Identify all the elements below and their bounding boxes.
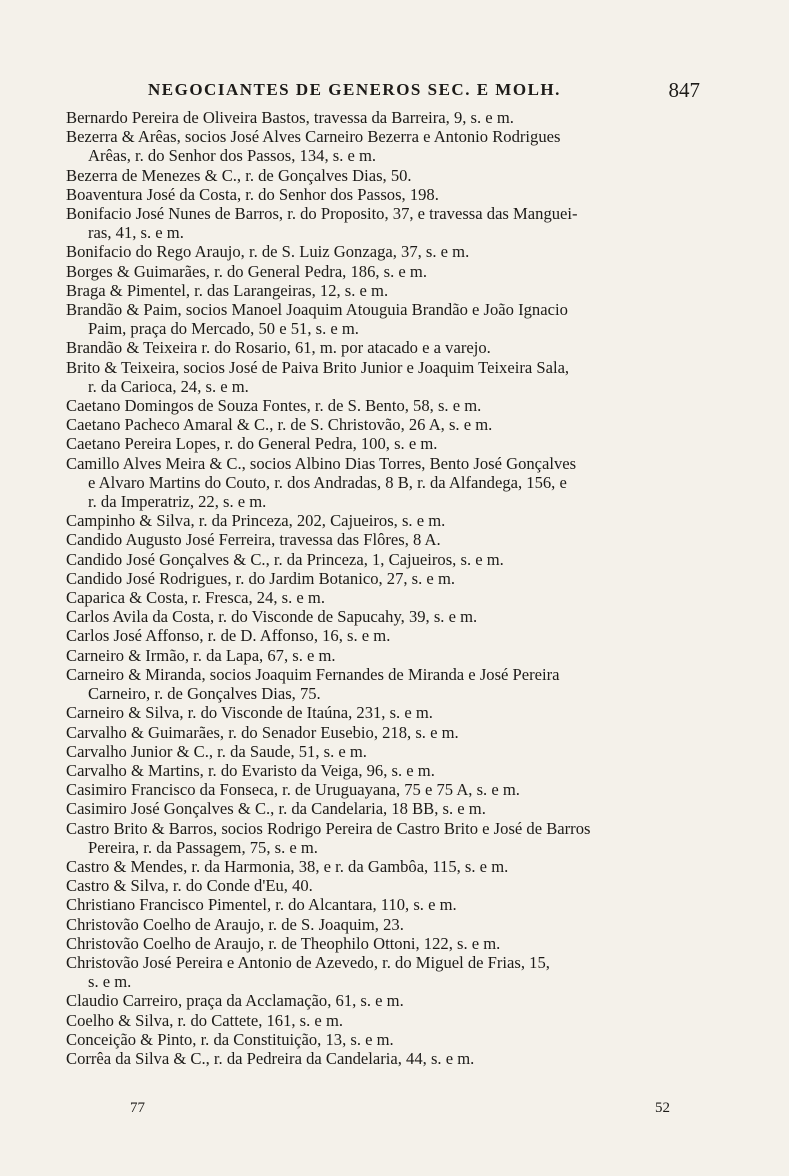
directory-entry bbox=[66, 127, 716, 165]
entry-line: Candido José Rodrigues, r. do Jardim Botanico, 27, s. e m. bbox=[66, 568, 455, 588]
entry-continuation-line: r. da Imperatriz, 22, s. e m. bbox=[88, 492, 267, 512]
entry-line: Campinho & Silva, r. da Princeza, 202, Cajueiros, s. e m. bbox=[66, 511, 446, 531]
entry-list bbox=[66, 108, 716, 1068]
entry-line: Christiano Francisco Pimentel, r. do Alcantara, 110, s. e m. bbox=[66, 895, 457, 915]
directory-entry bbox=[66, 761, 716, 780]
directory-entry bbox=[66, 550, 716, 569]
entry-line: Christovão Coelho de Araujo, r. de S. Joaquim, 23. bbox=[66, 914, 404, 934]
directory-entry bbox=[66, 723, 716, 742]
signature-mark: 77 bbox=[130, 1100, 145, 1116]
directory-entry bbox=[66, 953, 716, 991]
entry-line: Carvalho & Martins, r. do Evaristo da Veiga, 96, s. e m. bbox=[66, 760, 435, 780]
directory-entry bbox=[66, 915, 716, 934]
entry-line: Brandão & Paim, socios Manoel Joaquim Atouguia Brandão e João Ignacio bbox=[66, 300, 568, 320]
directory-entry bbox=[66, 780, 716, 799]
page-footer bbox=[130, 1100, 670, 1124]
directory-entry bbox=[66, 742, 716, 761]
directory-entry bbox=[66, 396, 716, 415]
entry-line: Camillo Alves Meira & C., socios Albino Dias Torres, Bento José Gonçalves bbox=[66, 453, 577, 473]
directory-entry bbox=[66, 799, 716, 818]
entry-continuation-line: Paim, praça do Mercado, 50 e 51, s. e m. bbox=[88, 319, 359, 339]
entry-line: Caetano Domingos de Souza Fontes, r. de S. Bento, 58, s. e m. bbox=[66, 396, 482, 416]
entry-line: Boaventura José da Costa, r. do Senhor dos Passos, 198. bbox=[66, 184, 439, 204]
directory-entry bbox=[66, 626, 716, 645]
directory-entry bbox=[66, 242, 716, 261]
entry-continuation-line: ras, 41, s. e m. bbox=[88, 223, 184, 243]
entry-continuation-line: e Alvaro Martins do Couto, r. dos Andradas, 8 B, r. da Alfandega, 156, e bbox=[88, 472, 567, 492]
directory-entry bbox=[66, 569, 716, 588]
entry-line: Caetano Pereira Lopes, r. do General Pedra, 100, s. e m. bbox=[66, 434, 438, 454]
entry-line: Castro & Mendes, r. da Harmonia, 38, e r. da Gambôa, 115, s. e m. bbox=[66, 856, 509, 876]
page-header bbox=[148, 78, 708, 108]
directory-entry bbox=[66, 262, 716, 281]
entry-line: Brito & Teixeira, socios José de Paiva Brito Junior e Joaquim Teixeira Sala, bbox=[66, 357, 570, 377]
directory-entry bbox=[66, 1030, 716, 1049]
entry-line: Carvalho Junior & C., r. da Saude, 51, s. e m. bbox=[66, 741, 367, 761]
directory-entry bbox=[66, 281, 716, 300]
entry-line: Bezerra de Menezes & C., r. de Gonçalves Dias, 50. bbox=[66, 165, 412, 185]
entry-line: Christovão José Pereira e Antonio de Azevedo, r. do Miguel de Frias, 15, bbox=[66, 952, 550, 972]
directory-entry bbox=[66, 300, 716, 338]
entry-line: Carneiro & Silva, r. do Visconde de Itaúna, 231, s. e m. bbox=[66, 703, 433, 723]
entry-line: Claudio Carreiro, praça da Acclamação, 61, s. e m. bbox=[66, 991, 404, 1011]
directory-entry bbox=[66, 454, 716, 512]
directory-entry bbox=[66, 185, 716, 204]
directory-entry bbox=[66, 166, 716, 185]
directory-entry bbox=[66, 415, 716, 434]
directory-entry bbox=[66, 819, 716, 857]
entry-line: Coelho & Silva, r. do Cattete, 161, s. e m. bbox=[66, 1010, 343, 1030]
directory-entry bbox=[66, 588, 716, 607]
directory-entry bbox=[66, 338, 716, 357]
entry-line: Corrêa da Silva & C., r. da Pedreira da Candelaria, 44, s. e m. bbox=[66, 1048, 475, 1068]
entry-line: Castro & Silva, r. do Conde d'Eu, 40. bbox=[66, 876, 313, 896]
directory-entry bbox=[66, 108, 716, 127]
entry-continuation-line: r. da Carioca, 24, s. e m. bbox=[88, 376, 249, 396]
entry-continuation-line: Carneiro, r. de Gonçalves Dias, 75. bbox=[88, 684, 321, 704]
entry-line: Candido José Gonçalves & C., r. da Princeza, 1, Cajueiros, s. e m. bbox=[66, 549, 504, 569]
directory-entry bbox=[66, 934, 716, 953]
directory-entry bbox=[66, 857, 716, 876]
entry-line: Casimiro Francisco da Fonseca, r. de Uruguayana, 75 e 75 A, s. e m. bbox=[66, 780, 520, 800]
entry-line: Carneiro & Irmão, r. da Lapa, 67, s. e m. bbox=[66, 645, 336, 665]
directory-entry bbox=[66, 895, 716, 914]
directory-entry bbox=[66, 530, 716, 549]
entry-line: Carneiro & Miranda, socios Joaquim Fernandes de Miranda e José Pereira bbox=[66, 664, 560, 684]
entry-line: Bernardo Pereira de Oliveira Bastos, travessa da Barreira, 9, s. e m. bbox=[66, 108, 514, 127]
entry-continuation-line: s. e m. bbox=[88, 972, 132, 992]
entry-line: Carlos José Affonso, r. de D. Affonso, 16, s. e m. bbox=[66, 626, 391, 646]
entry-line: Brandão & Teixeira r. do Rosario, 61, m. por atacado e a varejo. bbox=[66, 338, 491, 358]
entry-line: Casimiro José Gonçalves & C., r. da Candelaria, 18 BB, s. e m. bbox=[66, 799, 486, 819]
directory-entry bbox=[66, 1011, 716, 1030]
directory-entry bbox=[66, 1049, 716, 1068]
entry-line: Carlos Avila da Costa, r. do Visconde de Sapucahy, 39, s. e m. bbox=[66, 607, 478, 627]
entry-line: Bonifacio do Rego Araujo, r. de S. Luiz Gonzaga, 37, s. e m. bbox=[66, 242, 470, 262]
entry-line: Braga & Pimentel, r. das Larangeiras, 12, s. e m. bbox=[66, 280, 389, 300]
entry-line: Castro Brito & Barros, socios Rodrigo Pereira de Castro Brito e José de Barros bbox=[66, 818, 591, 838]
directory-entry bbox=[66, 358, 716, 396]
directory-entry bbox=[66, 876, 716, 895]
entry-line: Conceição & Pinto, r. da Constituição, 13, s. e m. bbox=[66, 1029, 394, 1049]
entry-line: Bonifacio José Nunes de Barros, r. do Proposito, 37, e travessa das Manguei- bbox=[66, 204, 578, 224]
directory-entry bbox=[66, 703, 716, 722]
entry-continuation-line: Pereira, r. da Passagem, 75, s. e m. bbox=[88, 837, 318, 857]
entry-line: Christovão Coelho de Araujo, r. de Theophilo Ottoni, 122, s. e m. bbox=[66, 933, 501, 953]
sheet-number: 52 bbox=[655, 1100, 670, 1116]
entry-line: Borges & Guimarães, r. do General Pedra, 186, s. e m. bbox=[66, 261, 427, 281]
directory-entry bbox=[66, 434, 716, 453]
entry-line: Candido Augusto José Ferreira, travessa das Flôres, 8 A. bbox=[66, 530, 441, 550]
page-title: NEGOCIANTES DE GENEROS SEC. E MOLH. bbox=[148, 80, 561, 99]
directory-entry bbox=[66, 511, 716, 530]
directory-entry bbox=[66, 204, 716, 242]
entry-line: Bezerra & Arêas, socios José Alves Carneiro Bezerra e Antonio Rodrigues bbox=[66, 127, 561, 147]
entry-continuation-line: Arêas, r. do Senhor dos Passos, 134, s. e m. bbox=[88, 146, 377, 166]
entry-line: Caparica & Costa, r. Fresca, 24, s. e m. bbox=[66, 588, 325, 608]
directory-entry bbox=[66, 646, 716, 665]
directory-entry bbox=[66, 607, 716, 626]
entry-line: Caetano Pacheco Amaral & C., r. de S. Christovão, 26 A, s. e m. bbox=[66, 415, 493, 435]
page-number: 847 bbox=[668, 78, 700, 102]
directory-entry bbox=[66, 665, 716, 703]
directory-entry bbox=[66, 991, 716, 1010]
entry-line: Carvalho & Guimarães, r. do Senador Eusebio, 218, s. e m. bbox=[66, 722, 459, 742]
